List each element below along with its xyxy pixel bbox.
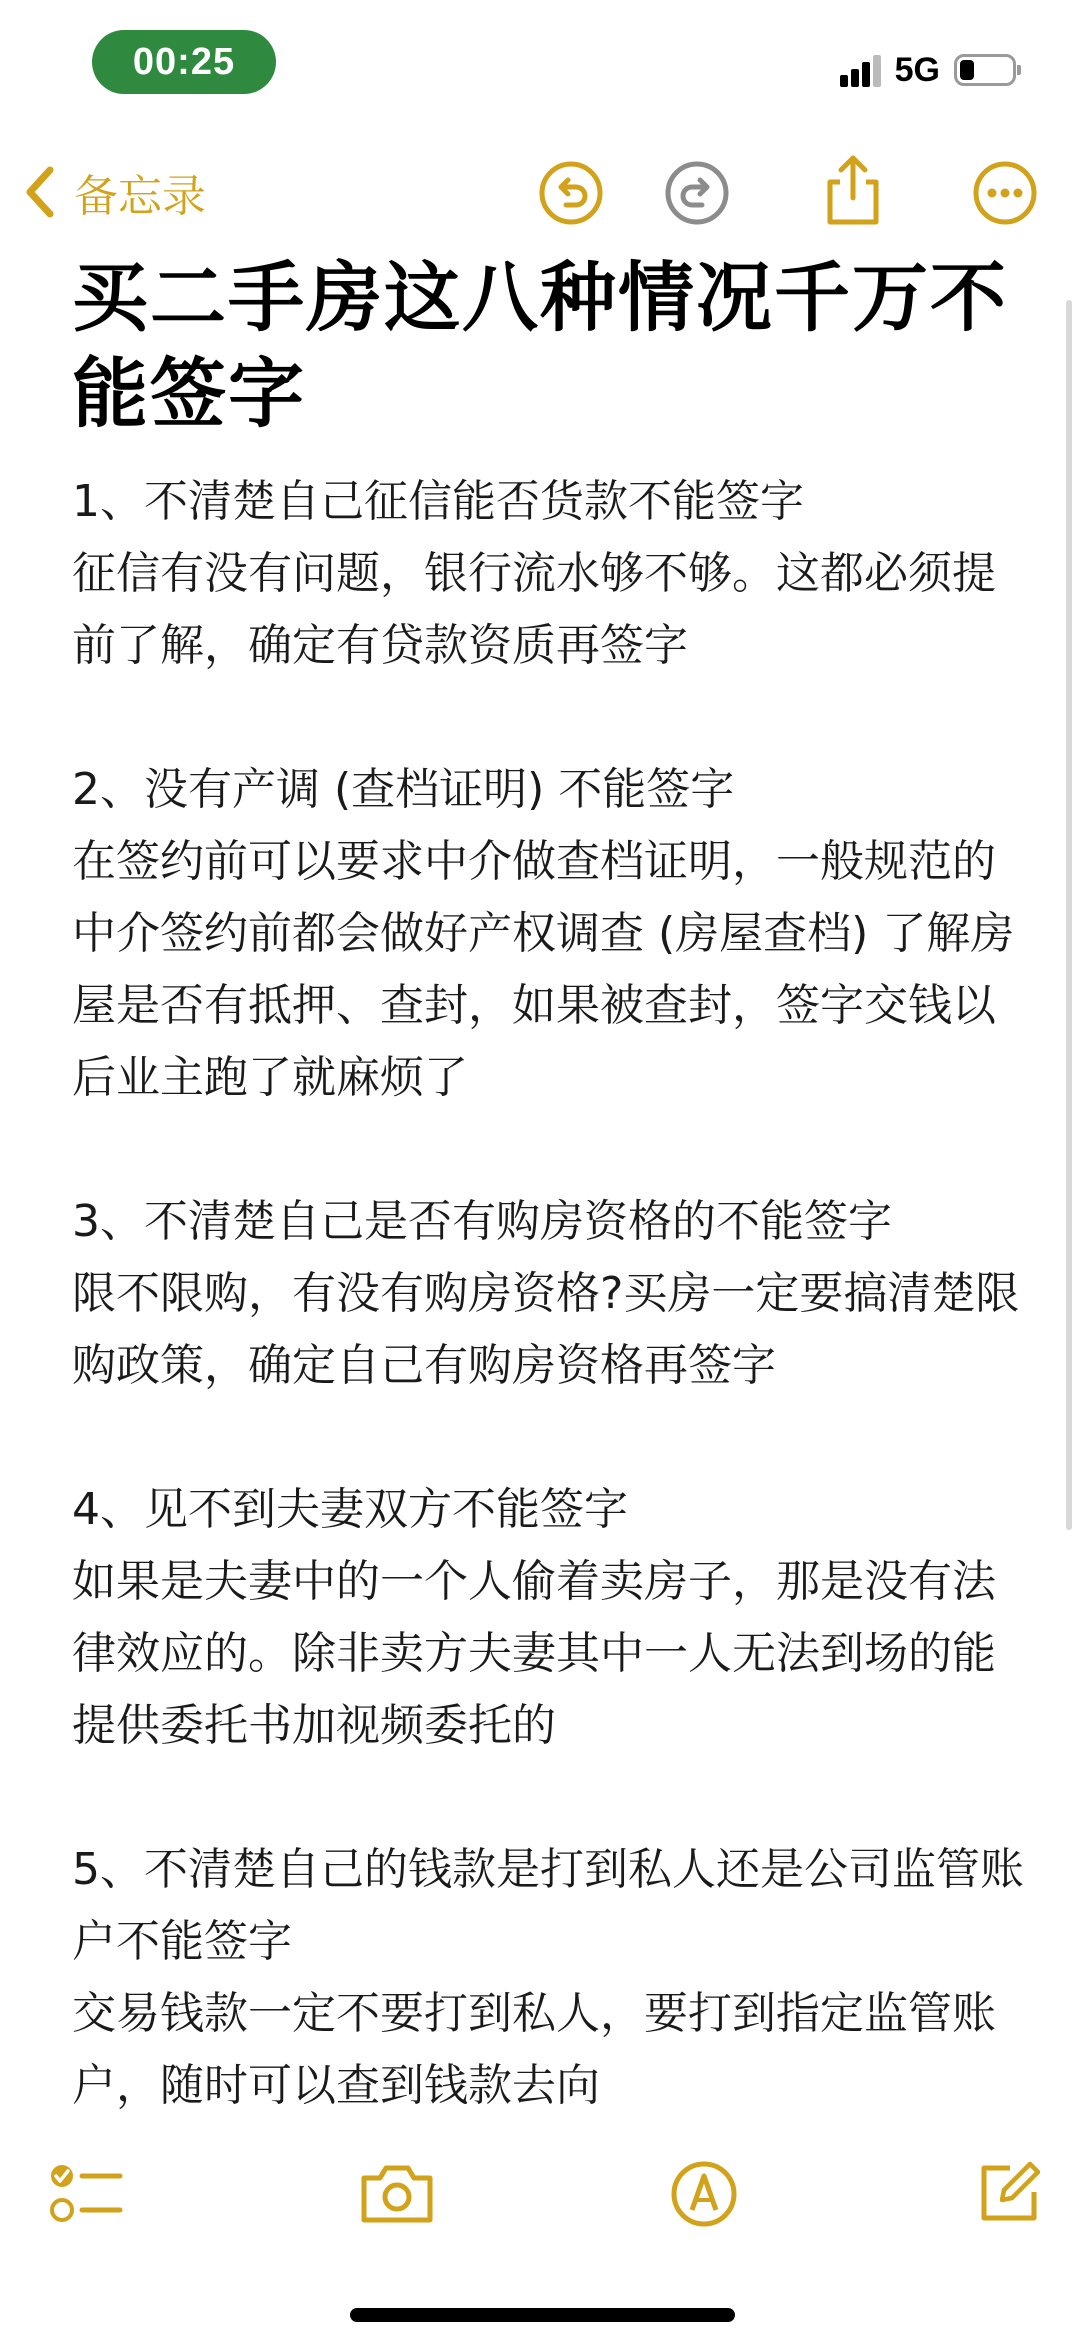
camera-icon[interactable] <box>358 2160 436 2226</box>
note-section-5 <box>72 1834 1032 2122</box>
checklist-icon[interactable] <box>48 2160 124 2228</box>
status-time: 00:25 <box>92 30 276 94</box>
section-heading: 2、没有产调 (查档证明) 不能签字 <box>72 764 735 815</box>
redo-icon[interactable] <box>664 160 730 226</box>
network-type: 5G <box>894 50 940 89</box>
battery-level <box>960 60 974 80</box>
battery-icon <box>954 54 1016 86</box>
note-title: 买二手房这八种情况千万不能签字 <box>72 253 1008 438</box>
section-heading: 1、不清楚自己征信能否货款不能签字 <box>72 476 804 527</box>
section-body: 在签约前可以要求中介做查档证明，一般规范的中介签约前都会做好产权调查 (房屋查档) 了解房屋是否有抵押、查封，如果被查封，签字交钱以后业主跑了就麻烦了 <box>72 836 1015 1103</box>
markup-icon[interactable] <box>670 2160 738 2228</box>
note-section-2 <box>72 754 1032 1114</box>
chevron-left-icon <box>20 162 60 222</box>
compose-icon[interactable] <box>976 2160 1042 2226</box>
section-heading: 4、见不到夫妻双方不能签字 <box>72 1484 628 1535</box>
back-label: 备忘录 <box>74 171 206 222</box>
section-heading: 3、不清楚自己是否有购房资格的不能签字 <box>72 1196 892 1247</box>
note-section-4 <box>72 1474 1032 1762</box>
section-body: 如果是夫妻中的一个人偷着卖房子，那是没有法律效应的。除非卖方夫妻其中一人无法到场的能提供委托书加视频委托的 <box>72 1556 996 1751</box>
bottom-toolbar <box>0 2120 1080 2260</box>
section-body: 交易钱款一定不要打到私人，要打到指定监管账户，随时可以查到钱款去向 <box>72 1988 996 2111</box>
home-indicator[interactable] <box>350 2308 735 2322</box>
note-section-1 <box>72 466 1032 682</box>
section-heading: 5、不清楚自己的钱款是打到私人还是公司监管账户不能签字 <box>72 1844 1024 1967</box>
undo-icon[interactable] <box>538 160 604 226</box>
more-icon[interactable] <box>972 160 1038 226</box>
share-icon[interactable] <box>820 152 886 228</box>
section-body: 限不限购，有没有购房资格?买房一定要搞清楚限购政策，确定自己有购房资格再签字 <box>72 1268 1020 1391</box>
note-nav-bar <box>0 150 1080 240</box>
cellular-signal-icon <box>840 53 881 87</box>
section-body: 征信有没有问题，银行流水够不够。这都必须提前了解，确定有贷款资质再签字 <box>72 548 996 671</box>
note-section-3 <box>72 1186 1032 1402</box>
scrollbar[interactable] <box>1066 300 1072 1530</box>
note-content[interactable] <box>72 250 1032 2194</box>
status-indicators <box>840 50 1016 90</box>
back-button[interactable] <box>20 160 206 224</box>
